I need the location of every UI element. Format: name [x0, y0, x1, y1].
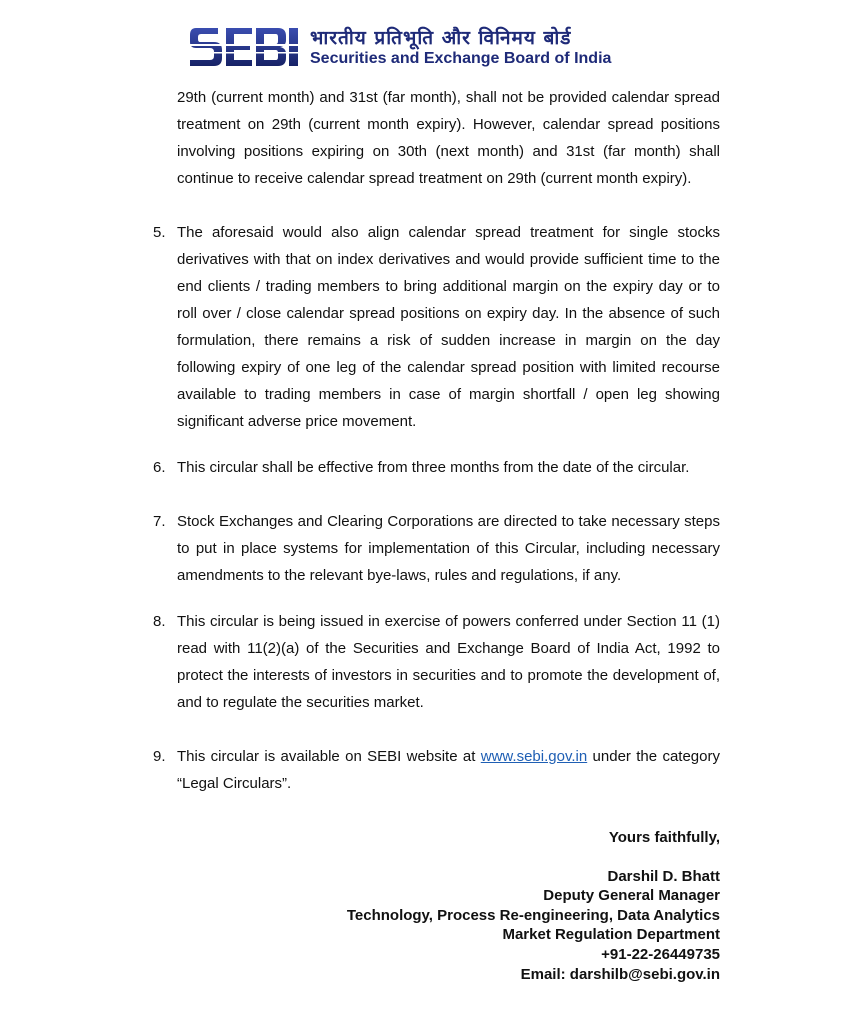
signatory-title: Deputy General Manager — [543, 887, 720, 905]
item-number: 9. — [153, 748, 166, 765]
sebi-website-link[interactable]: www.sebi.gov.in — [480, 748, 588, 765]
item-number: 7. — [153, 513, 166, 530]
item-text-before: This circular is available on SEBI website at — [177, 748, 481, 765]
signatory-phone: +91-22-26449735 — [601, 945, 720, 963]
hindi-org-name: भारतीय प्रतिभूति और विनिमय बोर्ड — [310, 27, 572, 49]
item-text: This circular shall be effective from three months from the date of the circular. — [177, 459, 690, 476]
item-text: This circular is being issued in exercise of powers conferred under Section 11 (1) read with 11(2)(a) of the Securities and Exchange Board of India Act, 1992 to protect the interests of investors in securities and to promote the development of, and to regulate the securities market. — [177, 613, 720, 711]
letterhead — [188, 22, 658, 74]
english-org-name: Securities and Exchange Board of India — [310, 50, 612, 67]
item-number: 5. — [153, 224, 166, 241]
signatory-division: Technology, Process Re-engineering, Data Analytics — [346, 906, 720, 924]
list-item-8 — [150, 608, 720, 716]
circular-body — [150, 84, 720, 797]
item-text-after: under the category “Legal Circulars”. — [177, 748, 720, 792]
sebi-logo-mark — [188, 22, 300, 70]
list-item-9 — [150, 743, 720, 797]
signatory-email: Email: darshilb@sebi.gov.in — [520, 965, 720, 983]
item-number: 6. — [153, 459, 166, 476]
list-item-7 — [150, 508, 720, 589]
signatory-department: Market Regulation Department — [502, 926, 720, 944]
item-number: 8. — [153, 613, 166, 630]
list-item-6 — [150, 454, 720, 481]
item-text: Stock Exchanges and Clearing Corporations are directed to take necessary steps to put in place systems for implementation of this Circular, including necessary amendments to the relevant bye-laws, rules and regulations, if any. — [177, 513, 720, 584]
list-item-5 — [150, 219, 720, 435]
signatory-name: Darshil D. Bhatt — [607, 867, 720, 885]
item-text: The aforesaid would also align calendar spread treatment for single stocks derivatives with that on index derivatives and would provide sufficient time to the end clients / trading members to bring additional margin on the expiry day or to roll over / close calendar spread positions on expiry day. In the absence of such formulation, there remains a risk of sudden increase in margin on the day following expiry of one leg of the calendar spread position with limited recourse available to trading members in case of margin shortfall / open leg showing significant adverse price movement. — [177, 224, 720, 430]
closing-line: Yours faithfully, — [608, 829, 720, 846]
continuation-paragraph: 29th (current month) and 31st (far month), shall not be provided calendar spread treatment on 29th (current month expiry). However, calendar spread positions involving positions expiring on 30th (next month) and 31st (far month) shall continue to receive calendar spread treatment on 29th (current month expiry). — [177, 89, 720, 187]
signature-block — [347, 828, 720, 984]
